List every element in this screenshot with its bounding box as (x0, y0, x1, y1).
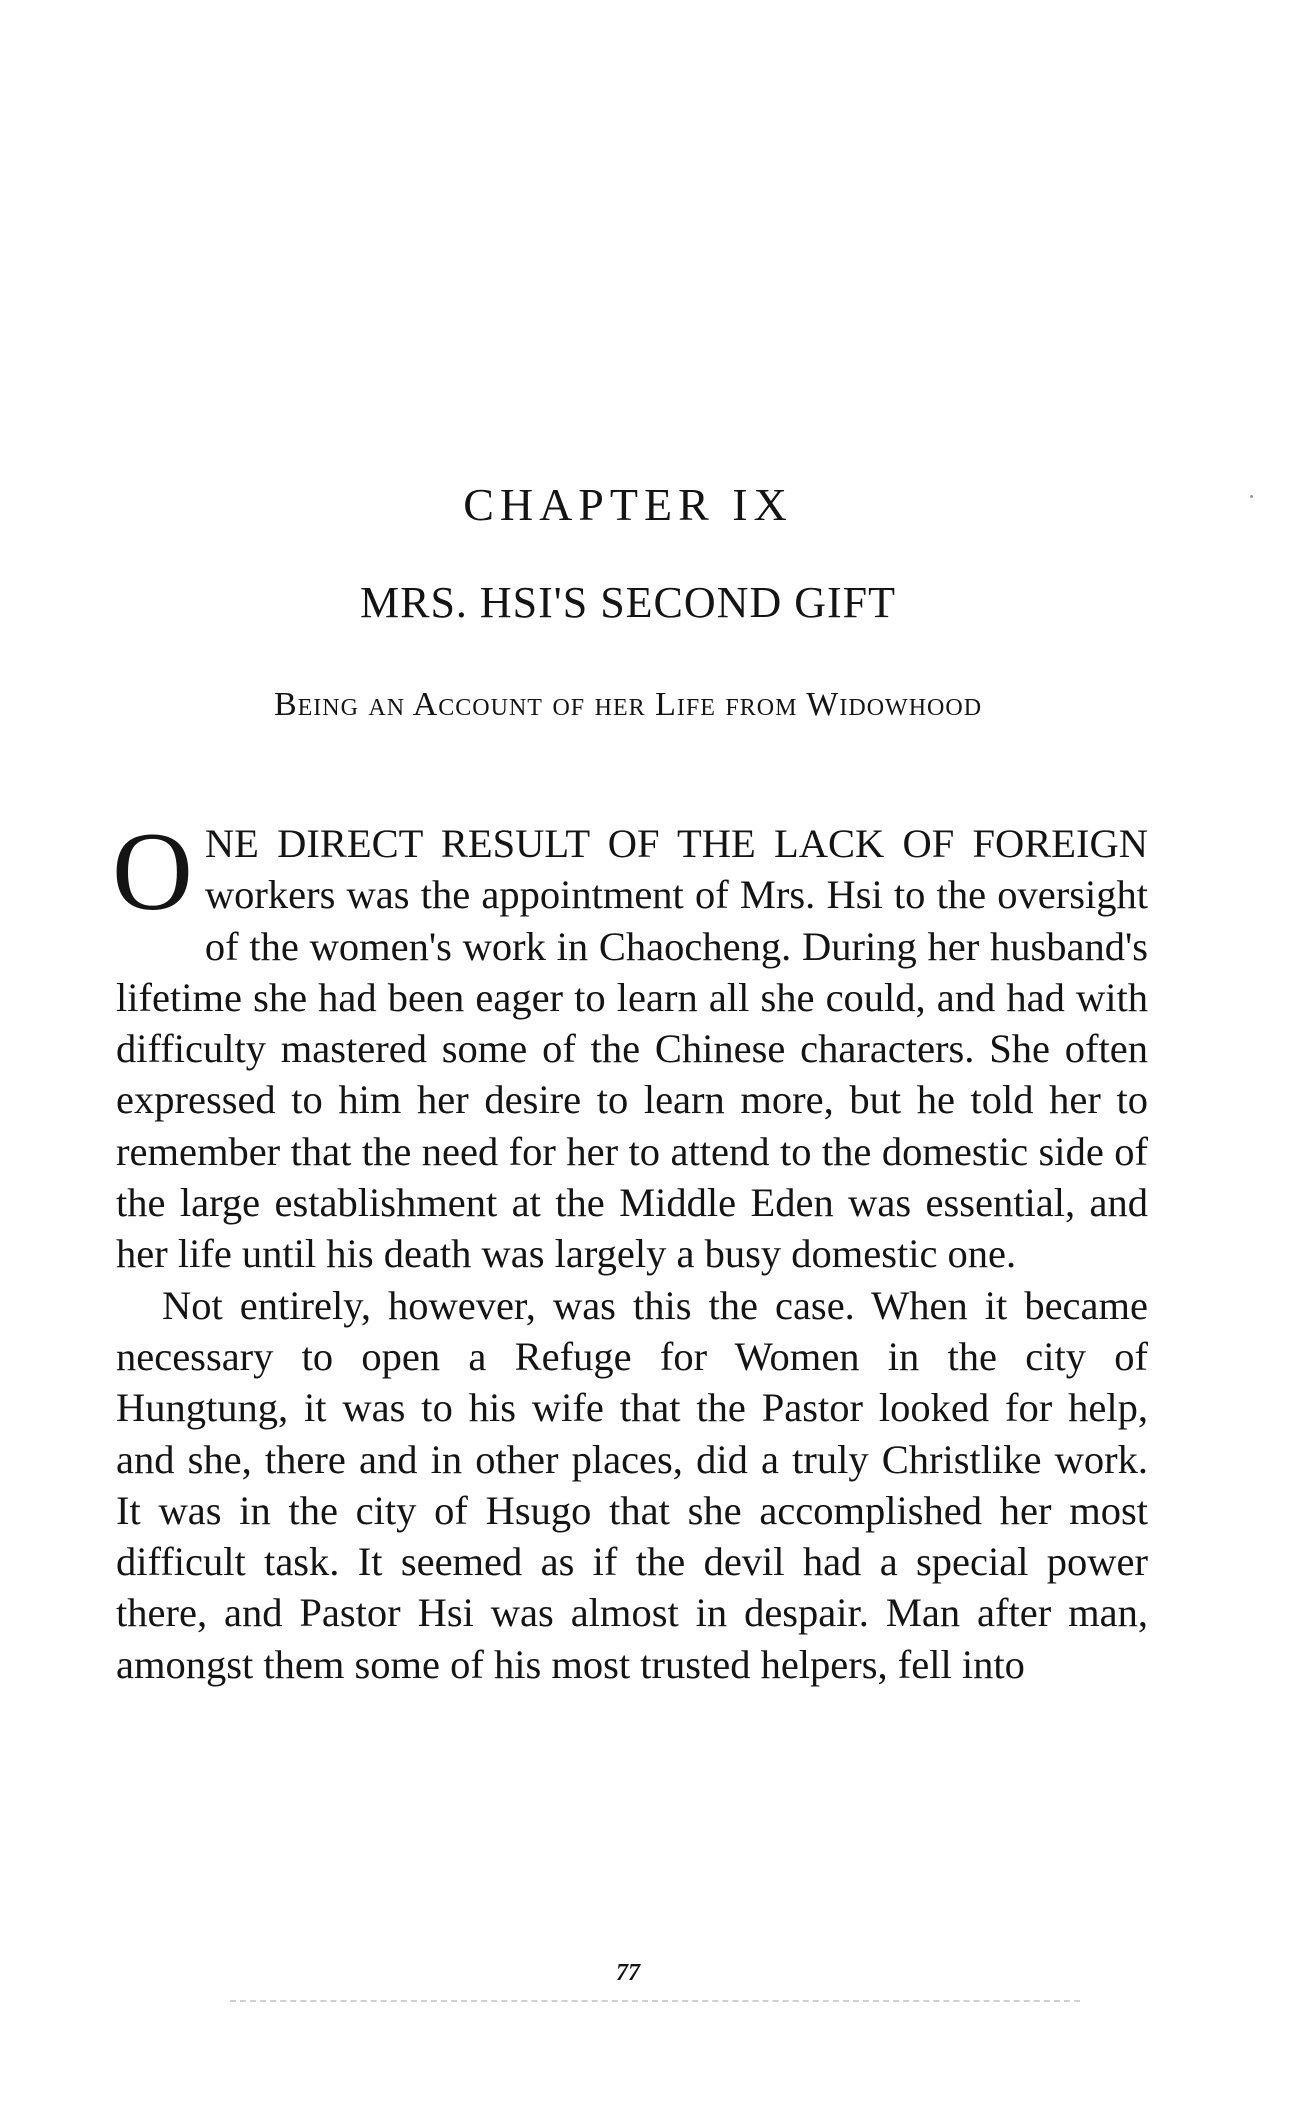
chapter-number: CHAPTER IX (463, 479, 793, 530)
page-number: 77 (616, 1960, 640, 1986)
paragraph-first (112, 810, 1148, 1280)
paragraph-second: Not entirely, however, was this the case. When it became necessary to open a Refuge for Women in the city of Hungtung, it was to his wife that the Pastor looked for help, and she, there and in other places, did a truly Christlike work. It was in the city of Hsugo that she accomplished her most difficult task. It seemed as if the devil had a special power there, and Pastor Hsi was almost in despair. Man after man, amongst them some of his most trusted helpers, fell into (116, 1282, 1148, 1687)
chapter-title: MRS. HSI'S SECOND GIFT (359, 578, 897, 627)
scan-artifact-line (230, 2000, 1080, 2008)
paragraph-first-text: NE direct result of the lack of foreign workers was the appointment of Mrs. Hsi to the oversight of the women's work in Chaocheng. During her husband's lifetime she had been eager to learn all she could, and had with difficulty mastered some of the Chinese characters. She often expressed to him her desire to learn more, but he told her to remember that the need for her to attend to the domestic side of the large establishment at the Middle Eden was essential, and her life until his death was largely a busy domestic one. (116, 821, 1148, 1277)
drop-cap: O (112, 810, 193, 934)
scan-speck (1250, 495, 1253, 498)
body-text (112, 810, 1148, 1690)
chapter-subtitle: Being an Account of her Life from Widowhood (273, 686, 983, 723)
